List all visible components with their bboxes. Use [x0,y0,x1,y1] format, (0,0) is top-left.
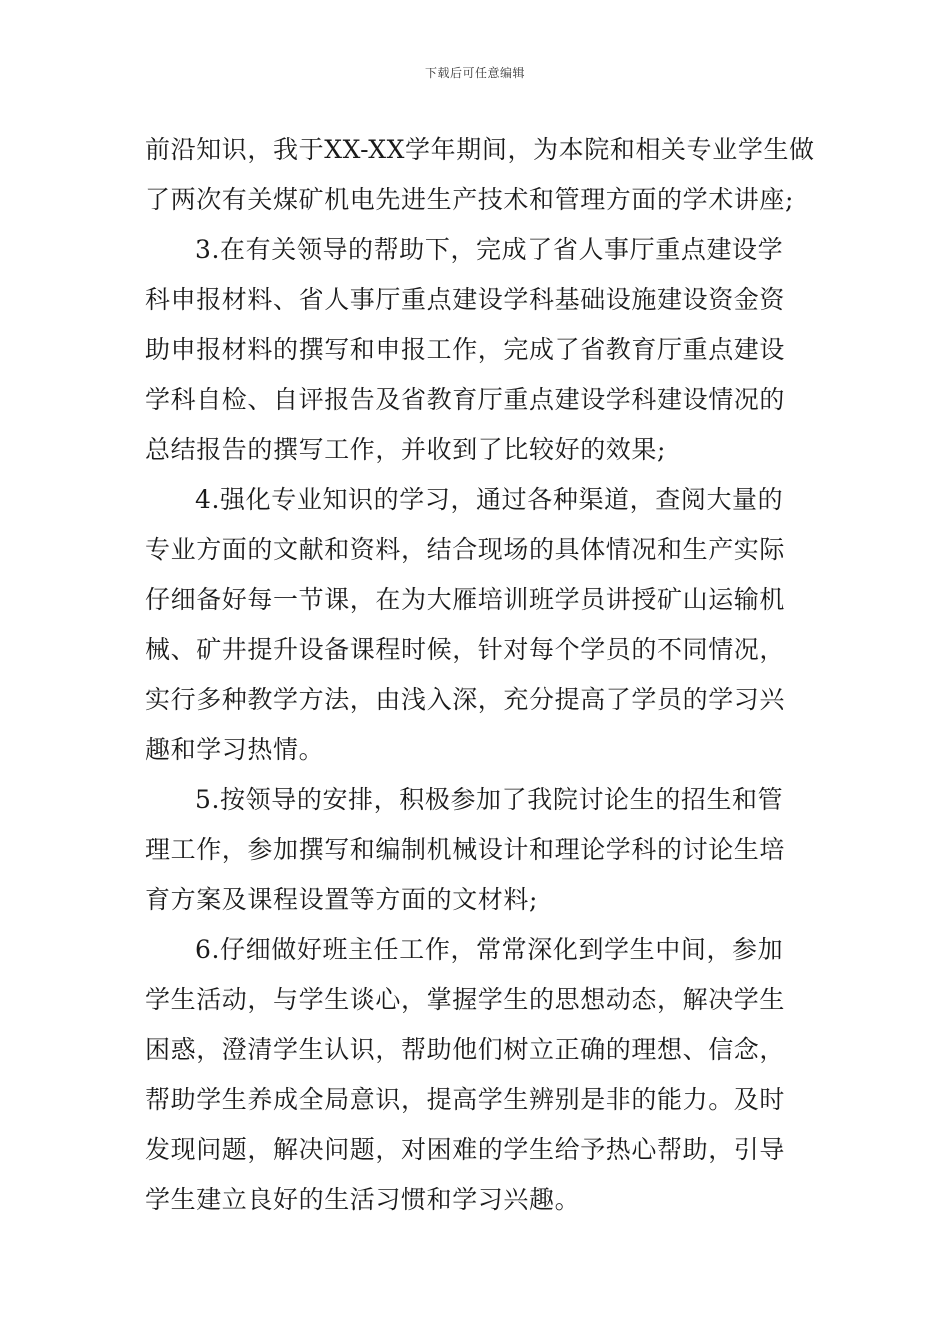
paragraph-start-line: 4.强化专业知识的学习，通过各种渠道，查阅大量的 [195,485,784,514]
text-line: 助申报材料的撰写和申报工作，完成了省教育厅重点建设 [145,335,786,364]
paragraph-start-line: 5.按领导的安排，积极参加了我院讨论生的招生和管 [195,785,784,814]
text-line: 学生建立良好的生活习惯和学习兴趣。 [145,1185,581,1214]
text-line: 专业方面的文献和资料，结合现场的具体情况和生产实际 [145,535,786,564]
text-line: 实行多种教学方法，由浅入深，充分提高了学员的学习兴 [145,685,786,714]
header-note: 下载后可任意编辑 [424,66,525,80]
text-line: 械、矿井提升设备课程时候，针对每个学员的不同情况， [145,635,786,664]
text-line: 仔细备好每一节课，在为大雁培训班学员讲授矿山运输机 [145,585,786,614]
text-line: 趣和学习热情。 [145,735,325,764]
text-line: 学生活动，与学生谈心，掌握学生的思想动态，解决学生 [145,985,786,1014]
text-line: 困惑，澄清学生认识，帮助他们树立正确的理想、信念， [145,1035,786,1064]
text-line: 总结报告的撰写工作，并收到了比较好的效果; [145,435,667,464]
text-line: 学科自检、自评报告及省教育厅重点建设学科建设情况的 [145,385,786,414]
document-body [145,125,815,1225]
paragraph-start-line: 3.在有关领导的帮助下，完成了省人事厅重点建设学 [195,235,784,264]
text-line: 帮助学生养成全局意识，提高学生辨别是非的能力。及时 [145,1085,786,1114]
text-line: 发现问题，解决问题，对困难的学生给予热心帮助，引导 [145,1135,786,1164]
text-line: 育方案及课程设置等方面的文材料; [145,885,539,914]
text-line: 理工作，参加撰写和编制机械设计和理论学科的讨论生培 [145,835,786,864]
text-line: 科申报材料、省人事厅重点建设学科基础设施建设资金资 [145,285,786,314]
text-line: 了两次有关煤矿机电先进生产技术和管理方面的学术讲座; [145,185,795,214]
text-line: 前沿知识，我于XX-XX学年期间，为本院和相关专业学生做 [145,135,815,164]
paragraph-start-line: 6.仔细做好班主任工作，常常深化到学生中间，参加 [195,935,784,964]
